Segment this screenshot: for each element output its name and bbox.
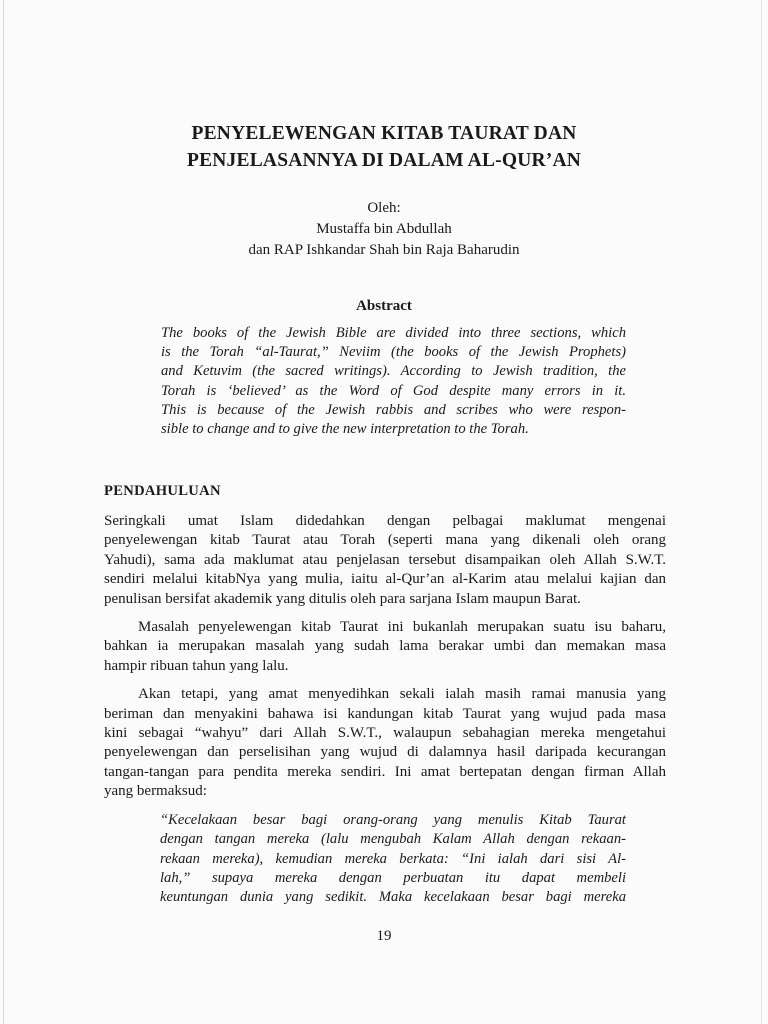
paragraph-line: penyelewengan kitab Taurat atau Torah (seperti mana yang dikenali oleh orang (104, 532, 666, 549)
abstract-heading: Abstract (356, 298, 412, 314)
quote-line: dengan tangan mereka (lalu mengubah Kalam Allah dengan rekaan- (160, 831, 626, 848)
abstract-line: is the Torah “al-Taurat,” Neviim (the books of the Jewish Prophets) (161, 344, 626, 361)
byline-label: Oleh: (367, 200, 401, 216)
paragraph-line: penyelewengan dan perselisihan yang wujud di dalamnya hasil daripada kecurangan (104, 744, 666, 761)
abstract-line: sible to change and to give the new interpretation to the Torah. (161, 421, 529, 438)
paragraph-1 (104, 512, 666, 609)
article-title (100, 120, 668, 174)
abstract-line: and Ketuvim (the sacred writings). According to Jewish tradition, the (161, 363, 626, 380)
paragraph-line: sendiri melalui kitabNya yang mulia, iaitu al-Qur’an al-Karim atau melalui kajian dan (104, 571, 666, 588)
section-heading: PENDAHULUAN (104, 483, 221, 499)
paragraph-3 (104, 685, 666, 801)
paragraph-line: hampir ribuan tahun yang lalu. (104, 657, 289, 674)
paragraph-line: beriman dan menyakini bahawa isi kandungan kitab Taurat yang wujud pada masa (104, 705, 666, 722)
paragraph-line: Yahudi), sama ada maklumat atau penjelasan tersebut disampaikan oleh Allah S.W.T. (104, 551, 666, 568)
author-2: dan RAP Ishkandar Shah bin Raja Baharudin (248, 242, 520, 258)
quote-line: “Kecelakaan besar bagi orang-orang yang menulis Kitab Taurat (160, 811, 626, 828)
paragraph-2 (104, 618, 666, 676)
title-line-1: PENYELEWENGAN KITAB TAURAT DAN (191, 123, 577, 144)
scan-edge-right (761, 0, 762, 1024)
paragraph-line: Masalah penyelewengan kitab Taurat ini bukanlah merupakan suatu isu baharu, (138, 619, 666, 636)
quote-line: rekaan mereka), kemudian mereka berkata: “Ini ialah dari sisi Al- (160, 850, 626, 867)
quote-line: keuntungan dunia yang sedikit. Maka kecelakaan besar bagi mereka (160, 889, 626, 906)
paragraph-line: Seringkali umat Islam didedahkan dengan pelbagai maklumat mengenai (104, 513, 666, 529)
quote-line: lah,” supaya mereka dengan perbuatan itu dapat membeli (160, 869, 626, 886)
paragraph-line: tangan-tangan para pendita mereka sendiri. Ini amat bertepatan dengan firman Allah (104, 763, 666, 780)
abstract-line: The books of the Jewish Bible are divided into three sections, which (161, 325, 626, 341)
paragraph-line: bahkan ia merupakan masalah yang sudah lama berakar umbi dan memakan masa (104, 638, 666, 655)
abstract-line: This is because of the Jewish rabbis and scribes who were respon- (161, 401, 626, 418)
byline (100, 198, 668, 261)
title-line-2: PENJELASANNYA DI DALAM AL-QUR’AN (186, 150, 582, 171)
abstract-body (161, 324, 626, 439)
paragraph-line: Akan tetapi, yang amat menyedihkan sekali ialah masih ramai manusia yang (138, 686, 666, 703)
page-number: 19 (376, 928, 392, 944)
body-text (104, 512, 666, 908)
abstract-line: Torah is ‘believed’ as the Word of God despite many errors in it. (161, 382, 626, 399)
scan-edge-left (3, 0, 4, 1024)
paragraph-line: kini sebagai “wahyu” dari Allah S.W.T., walaupun sebahagian mereka mengetahui (104, 725, 666, 742)
author-1: Mustaffa bin Abdullah (316, 221, 452, 237)
quranic-quote (160, 811, 626, 908)
paragraph-line: yang bermaksud: (104, 783, 207, 800)
paragraph-line: penulisan bersifat akademik yang ditulis oleh para sarjana Islam maupun Barat. (104, 590, 581, 607)
